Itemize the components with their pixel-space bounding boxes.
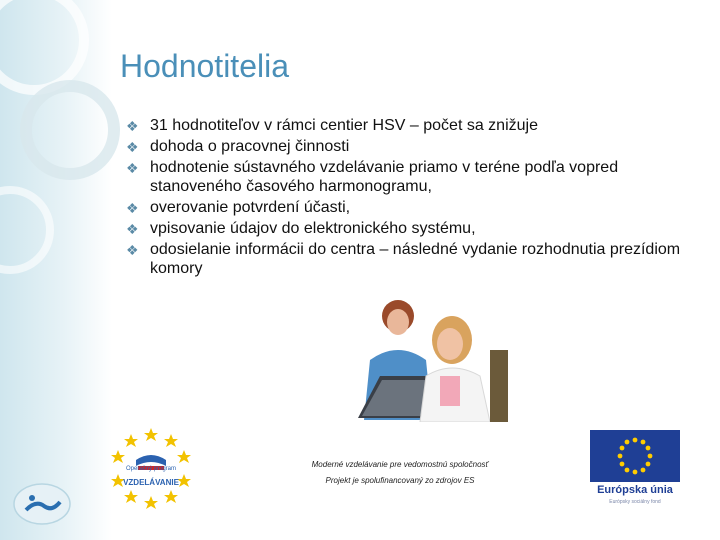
bullet-text: dohoda o pracovnej činnosti	[150, 138, 350, 155]
bullet-text: hodnotenie sústavného vzdelávanie priamo v teréne podľa vopred stanoveného časového harmonogramu,	[150, 159, 619, 195]
list-item	[126, 158, 686, 196]
list-item	[126, 116, 686, 135]
vzdelavanie-logo-label: VZDELÁVANIE	[123, 478, 179, 487]
list-item	[126, 137, 686, 156]
eu-sublabel: Európsky sociálny fond	[609, 499, 661, 505]
slide-title: Hodnotitelia	[120, 48, 289, 84]
bullet-icon: ❖	[126, 118, 139, 134]
bullet-icon: ❖	[126, 221, 139, 237]
bullet-text: 31 hodnotiteľov v rámci centier HSV – počet sa znižuje	[150, 117, 538, 134]
list-item	[126, 219, 686, 238]
list-item	[126, 240, 686, 278]
vzdelavanie-logo-small: Operačný program	[125, 466, 177, 472]
bullet-icon: ❖	[126, 200, 139, 216]
chamber-logo	[10, 482, 74, 526]
bullet-icon: ❖	[126, 242, 139, 258]
bullet-icon: ❖	[126, 139, 139, 155]
bullet-list	[126, 116, 686, 280]
footer-line-1: Moderné vzdelávanie pre vedomostnú spoločnosť	[311, 460, 489, 469]
list-item	[126, 198, 686, 217]
photo-nurses-laptop	[340, 290, 510, 422]
eu-stars-icon	[590, 430, 680, 482]
decorative-rings	[0, 0, 140, 300]
bullet-text: overovanie potvrdení účasti,	[150, 199, 351, 216]
eu-flag	[590, 430, 680, 482]
bullet-text: odosielanie informácii do centra – následné vydanie rozhodnutia prezídiom komory	[150, 241, 681, 277]
footer-line-2: Projekt je spolufinancovaný zo zdrojov ES	[325, 476, 475, 485]
bullet-icon: ❖	[126, 160, 139, 176]
eu-label: Európska únia	[597, 484, 673, 496]
bullet-text: vpisovanie údajov do elektronického systému,	[150, 220, 476, 237]
